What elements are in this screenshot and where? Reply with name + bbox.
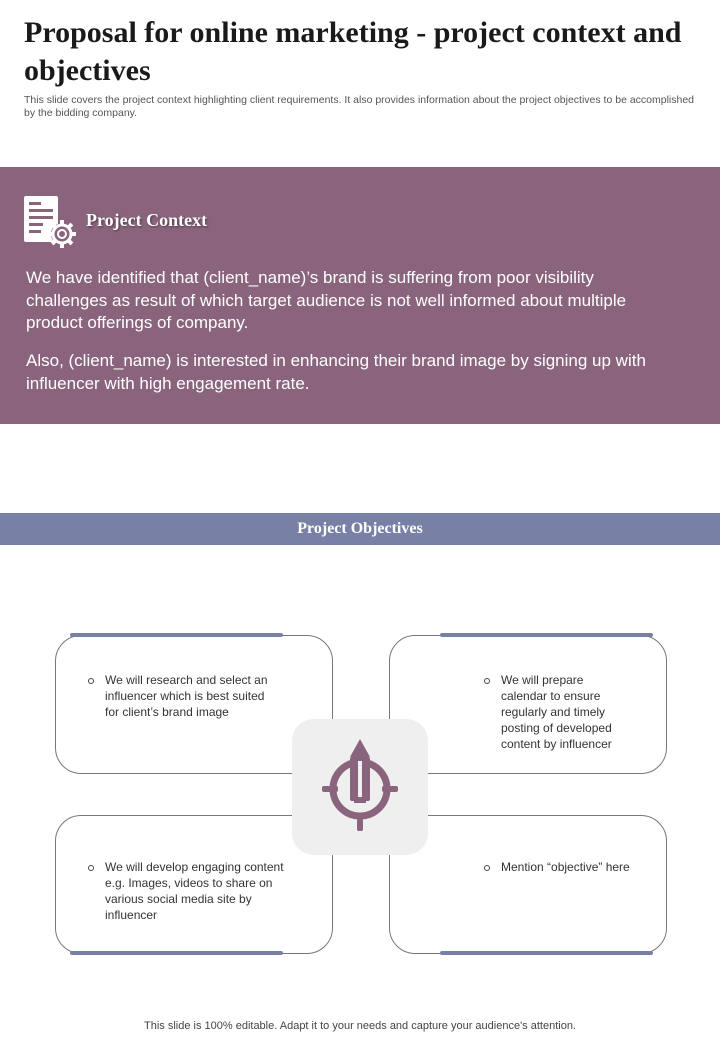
card-accent-bar	[440, 951, 653, 955]
pencil-target-icon	[316, 737, 404, 837]
objective-text-1: We will research and select an influencer which is best suited for client’s brand image	[105, 673, 268, 719]
bullet-circle-icon	[88, 678, 94, 684]
objective-text-2: We will prepare calendar to ensure regularly and timely posting of developed content by influencer	[501, 673, 612, 751]
objective-text-3: We will develop engaging content e.g. Images, videos to share on various social media site by influencer	[105, 860, 284, 922]
bullet-circle-icon	[484, 678, 490, 684]
project-objectives-heading: Project Objectives	[297, 520, 423, 537]
page-title: Proposal for online marketing - project context and objectives	[24, 16, 682, 87]
context-paragraph-2: Also, (client_name) is interested in enhancing their brand image by signing up with influencer with high engagement rate.	[26, 351, 646, 393]
card-accent-bar	[70, 633, 283, 637]
context-paragraph-1: We have identified that (client_name)’s brand is suffering from poor visibility challenges as result of which target audience is not well informed about multiple product offerings of company.	[26, 268, 627, 332]
bullet-circle-icon	[88, 865, 94, 871]
bullet-circle-icon	[484, 865, 490, 871]
document-gear-icon	[22, 194, 78, 250]
page-subtitle: This slide covers the project context highlighting client requirements. It also provides information about the project objectives to be accomplished by the bidding company.	[24, 94, 695, 119]
objective-text-4: Mention “objective” here	[501, 860, 630, 874]
card-accent-bar	[70, 951, 283, 955]
card-accent-bar	[440, 633, 653, 637]
project-context-heading: Project Context	[86, 210, 208, 230]
footer-note: This slide is 100% editable. Adapt it to your needs and capture your audience's attention.	[144, 1020, 576, 1032]
objective-card-4	[389, 815, 667, 954]
